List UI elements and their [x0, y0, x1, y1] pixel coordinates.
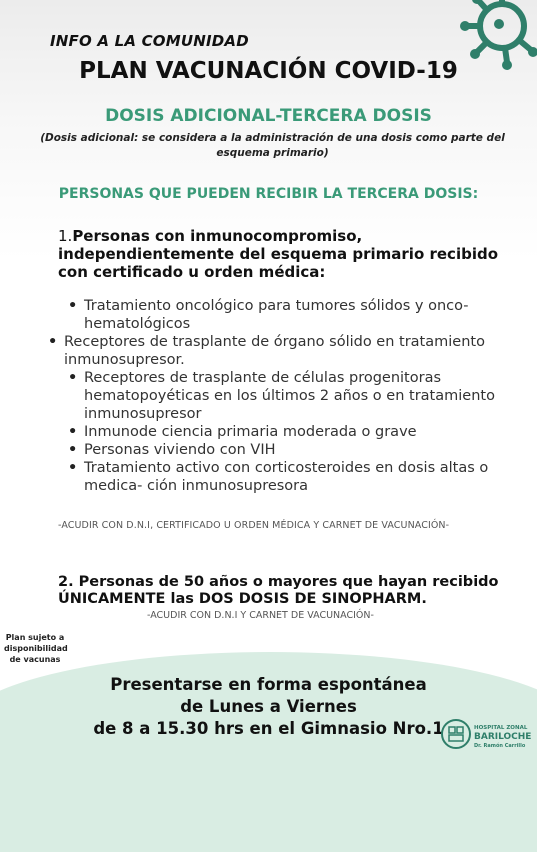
group2-requirement: -ACUDIR CON D.N.I Y CARNET DE VACUNACIÓN- — [147, 610, 374, 621]
logo-line-2: BARILOCHE — [474, 732, 532, 742]
info-heading: INFO A LA COMUNIDAD — [50, 32, 249, 50]
list-item: • Tratamiento oncológico para tumores sólidos y onco-hematológicos — [62, 297, 502, 333]
logo-line-3: Dr. Ramón Carrillo — [474, 743, 526, 749]
list-item: • Tratamiento activo con corticosteroides en dosis altas o medica- ción inmunosupresora — [62, 459, 502, 495]
list-item: • Receptores de trasplante de órgano sólido en tratamiento inmunosupresor. — [42, 333, 502, 369]
attendance-line-2: de Lunes a Viernes — [180, 697, 357, 716]
list-item: • Receptores de trasplante de células progenitoras hematopoyéticas en los últimos 2 años o en tratamiento inmunosupresor — [62, 369, 502, 423]
group2-heading: 2. Personas de 50 años o mayores que hayan recibido ÚNICAMENTE las DOS DOSIS DE SINOPHARM. — [58, 574, 499, 607]
group1-text: Personas con inmunocompromiso, independientemente del esquema primario recibido con certificado u orden médica: — [58, 227, 499, 281]
page-title: PLAN VACUNACIÓN COVID-19 — [79, 58, 458, 84]
eligibility-list — [62, 297, 502, 495]
list-item: • Personas viviendo con VIH — [62, 441, 502, 459]
list-item: • Inmunode ciencia primaria moderada o grave — [62, 423, 502, 441]
section-title: PERSONAS QUE PUEDEN RECIBIR LA TERCERA DOSIS: — [58, 186, 479, 202]
group1-heading — [58, 227, 503, 281]
attendance-line-1: Presentarse en forma espontánea — [110, 675, 427, 694]
group1-number: 1. — [58, 227, 73, 245]
definition-note: (Dosis adicional: se considera a la administración de una dosis como parte del esquema primario) — [40, 132, 505, 159]
attendance-line-3: de 8 a 15.30 hrs en el Gimnasio Nro.1 — [93, 719, 444, 738]
availability-note: Plan sujeto a disponibilidad de vacunas — [4, 633, 68, 664]
group1-requirement: -ACUDIR CON D.N.I, CERTIFICADO U ORDEN MÉDICA Y CARNET DE VACUNACIÓN- — [58, 520, 450, 531]
hospital-logo — [440, 718, 537, 750]
page-subtitle: DOSIS ADICIONAL-TERCERA DOSIS — [105, 106, 432, 126]
logo-line-1: HOSPITAL ZONAL — [474, 725, 528, 731]
